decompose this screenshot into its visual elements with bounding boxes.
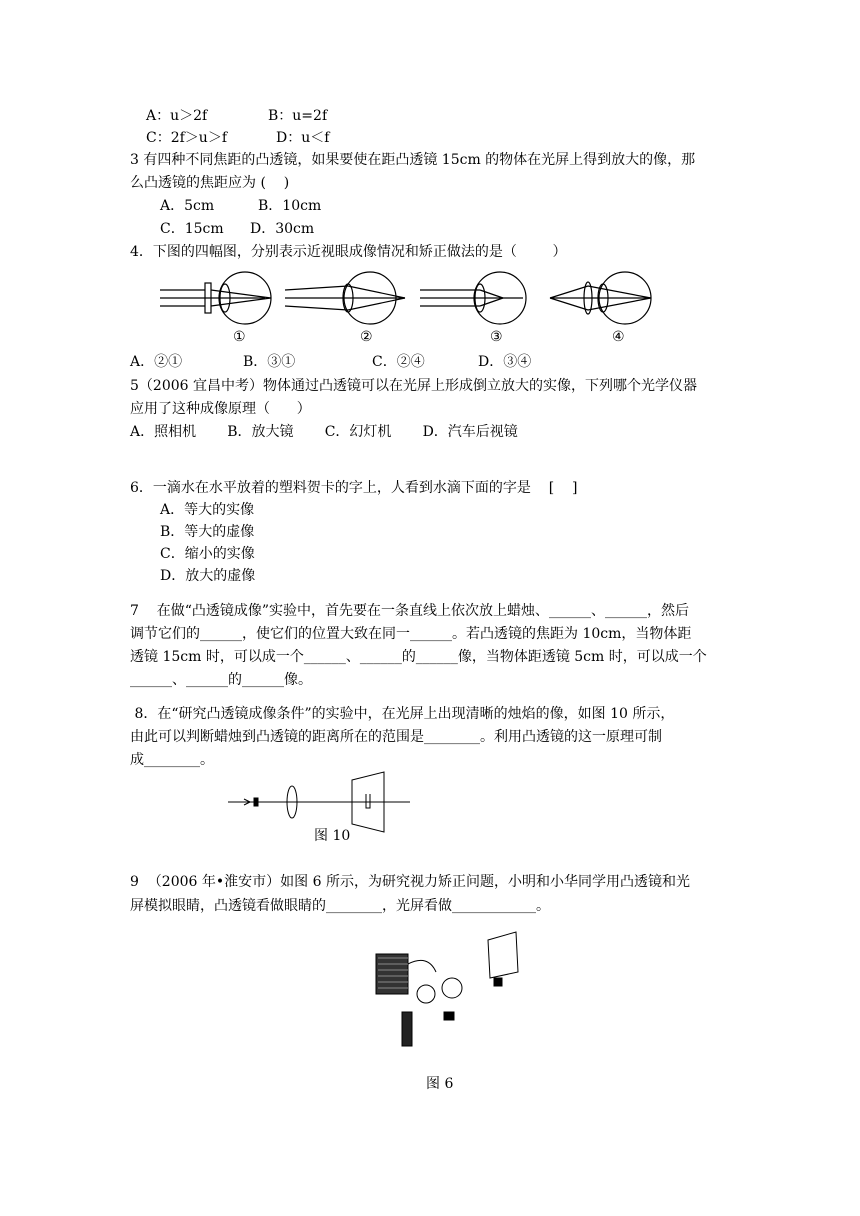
figure-10-diagram bbox=[228, 772, 428, 832]
figure-6-caption: 图 6 bbox=[426, 1076, 454, 1092]
eye-label-2: ② bbox=[360, 329, 373, 345]
q7-line3: 透镜 15cm 时，可以成一个______、______的______像，当物体距透镜 5cm 时，可以成一个 bbox=[130, 649, 707, 665]
eye-diagram-4 bbox=[550, 272, 651, 324]
q6-line1: 6．一滴水在水平放着的塑料贺卡的字上，人看到水滴下面的字是 [ ] bbox=[130, 480, 578, 496]
q6-option-a: A．等大的实像 bbox=[160, 502, 255, 518]
q2-option-d: D：u＜f bbox=[276, 130, 330, 146]
candle-icon bbox=[402, 1012, 412, 1046]
q7-line4: ______、______的______像。 bbox=[130, 672, 312, 688]
figure-10-caption: 图 10 bbox=[314, 828, 351, 844]
candle-icon bbox=[254, 798, 258, 806]
q8-line2: 由此可以判断蜡烛到凸透镜的距离所在的范围是________。利用凸透镜的这一原理可制 bbox=[130, 729, 662, 745]
q4-option-c: C．②④ bbox=[372, 354, 425, 370]
q9-line1: 9 （2006 年•淮安市）如图 6 所示，为研究视力矫正问题，小明和小华同学用凸透镜和光 bbox=[130, 874, 690, 890]
eye-diagram-2 bbox=[285, 272, 405, 324]
q5-line2: 应用了这种成像原理（ ） bbox=[130, 401, 311, 417]
q3-line2: 么凸透镜的焦距应为 ( ) bbox=[130, 175, 290, 191]
light-screen-icon bbox=[488, 932, 518, 978]
figure-6-photo bbox=[368, 932, 528, 1052]
q2-option-a: A：u＞2f bbox=[146, 108, 208, 124]
lens-icon bbox=[417, 985, 435, 1003]
q4-option-b: B．③① bbox=[243, 354, 296, 370]
q3-option-b: B．10cm bbox=[258, 198, 322, 214]
q6-option-c: C．缩小的实像 bbox=[160, 546, 255, 562]
flame-image-icon bbox=[366, 794, 370, 808]
q2-option-c: C：2f＞u＞f bbox=[146, 130, 227, 146]
eye-diagram-1 bbox=[160, 272, 271, 324]
q4-option-a: A．②① bbox=[130, 354, 183, 370]
q7-line2: 调节它们的______，使它们的位置大致在同一______。若凸透镜的焦距为 10cm，当物体距 bbox=[130, 626, 692, 642]
q5-options: A．照相机 B．放大镜 C．幻灯机 D．汽车后视镜 bbox=[130, 424, 518, 440]
q9-line2: 屏模拟眼睛，凸透镜看做眼睛的________，光屏看做____________。 bbox=[130, 898, 550, 914]
q4-option-d: D．③④ bbox=[478, 354, 532, 370]
q3-option-a: A．5cm bbox=[160, 198, 215, 214]
eye-label-4: ④ bbox=[612, 329, 625, 345]
q4-line1: 4．下图的四幅图，分别表示近视眼成像情况和矫正做法的是（ ） bbox=[130, 244, 567, 260]
lens-base-icon bbox=[444, 1012, 454, 1020]
q3-option-d: D．30cm bbox=[250, 221, 315, 237]
eye-diagram-3 bbox=[420, 272, 526, 324]
q8-line3: 成________。 bbox=[130, 752, 214, 768]
q2-option-b: B：u=2f bbox=[268, 108, 328, 124]
q6-option-b: B．等大的虚像 bbox=[160, 524, 255, 540]
lens-icon-2 bbox=[442, 978, 462, 998]
eye-label-1: ① bbox=[233, 329, 246, 345]
q3-option-c: C．15cm bbox=[160, 221, 224, 237]
eye-label-3: ③ bbox=[490, 329, 503, 345]
q7-line1: 7 在做“凸透镜成像”实验中，首先要在一条直线上依次放上蜡烛、______、______，然后 bbox=[130, 603, 690, 619]
q8-line1: 8．在“研究凸透镜成像条件”的实验中，在光屏上出现清晰的烛焰的像，如图 10 所示， bbox=[130, 706, 675, 722]
q6-option-d: D．放大的虚像 bbox=[160, 568, 256, 584]
q3-line1: 3 有四种不同焦距的凸透镜，如果要使在距凸透镜 15cm 的物体在光屏上得到放大的像，那 bbox=[130, 152, 696, 168]
q5-line1: 5（2006 宜昌中考）物体通过凸透镜可以在光屏上形成倒立放大的实像，下列哪个光学仪器 bbox=[130, 378, 697, 394]
